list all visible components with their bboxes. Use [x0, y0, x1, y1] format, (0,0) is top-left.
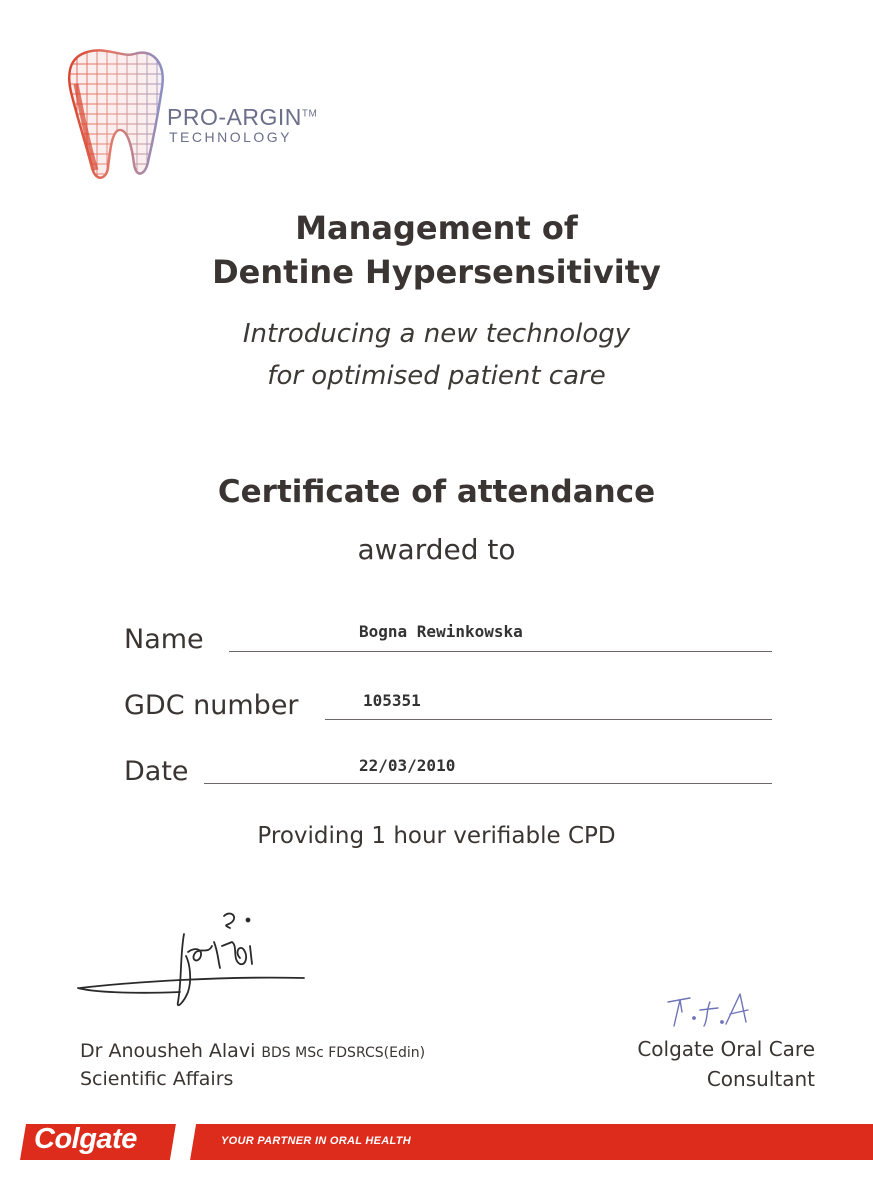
gdc-number-label: GDC number — [124, 690, 299, 721]
signature-right-icon — [660, 988, 760, 1038]
date-underline — [204, 783, 772, 784]
pro-argin-logo — [62, 44, 362, 184]
gdc-number-value: 105351 — [363, 691, 421, 710]
logo-product-name: PRO-ARGIN™ — [167, 104, 318, 130]
logo-technology-text: TECHNOLOGY — [169, 129, 293, 145]
subtitle-line-2: for optimised patient care — [267, 361, 606, 391]
footer-tagline: YOUR PARTNER IN ORAL HEALTH — [221, 1135, 412, 1147]
tooth-wireframe-icon — [62, 44, 172, 184]
awarded-to-text: awarded to — [357, 533, 516, 566]
subtitle-line-1: Introducing a new technology — [242, 319, 631, 349]
title-line-2: Dentine Hypersensitivity — [212, 253, 661, 291]
name-value: Bogna Rewinkowska — [359, 622, 523, 641]
gdc-number-underline — [325, 719, 772, 720]
cpd-text: Providing 1 hour verifiable CPD — [257, 823, 616, 849]
left-signatory-role: Scientific Affairs — [80, 1068, 234, 1090]
left-signatory-qualifications: BDS MSc FDSRCS(Edin) — [261, 1045, 426, 1061]
right-signatory-organization: Colgate Oral Care — [637, 1037, 815, 1061]
date-value: 22/03/2010 — [359, 756, 456, 775]
colgate-logo-text: Colgate — [34, 1123, 137, 1155]
name-label: Name — [124, 624, 204, 655]
right-signatory-role: Consultant — [706, 1067, 815, 1091]
left-signatory-name: Dr Anousheh Alavi BDS MSc FDSRCS(Edin) — [80, 1040, 426, 1062]
name-underline — [229, 651, 772, 652]
signature-left-icon — [72, 906, 312, 1016]
certificate-title: Certificate of attendance — [217, 474, 656, 510]
title-line-1: Management of — [295, 209, 578, 247]
date-label: Date — [124, 756, 189, 787]
